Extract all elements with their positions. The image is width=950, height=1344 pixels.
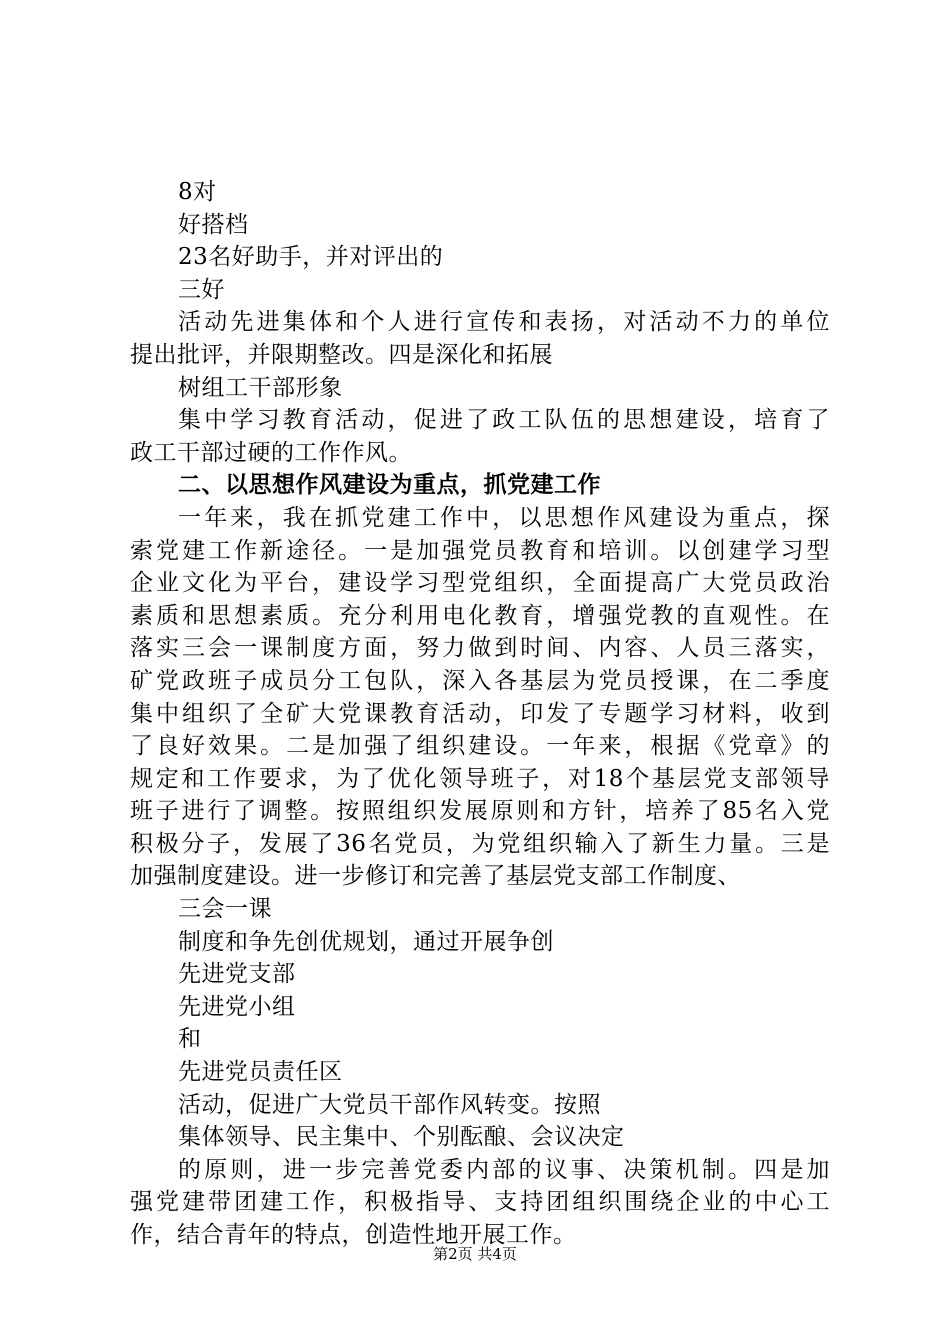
text-line: 三好 [178, 276, 225, 303]
section-heading: 二、以思想作风建设为重点，抓党建工作 [178, 472, 601, 499]
text-line: 集中学习教育活动，促进了政工队伍的思想建设，培育了 [178, 407, 830, 434]
document-body [130, 176, 830, 1252]
text-line: 加强制度建设。进一步修订和完善了基层党支部工作制度、 [130, 863, 741, 890]
text-line: 积极分子，发展了36名党员，为党组织输入了新生力量。三是 [130, 830, 830, 857]
text-line: 了良好效果。二是加强了组织建设。一年来，根据《党章》的 [130, 733, 830, 760]
text-line: 集中组织了全矿大党课教育活动，印发了专题学习材料，收到 [130, 700, 830, 727]
text-line: 制度和争先创优规划，通过开展争创 [178, 928, 554, 955]
text-line: 素质和思想素质。充分利用电化教育，增强党教的直观性。在 [130, 602, 830, 629]
text-line: 作，结合青年的特点，创造性地开展工作。 [130, 1222, 577, 1248]
text-line: 落实三会一课制度方面，努力做到时间、内容、人员三落实， [130, 635, 830, 662]
text-line: 23名好助手，并对评出的 [178, 244, 444, 271]
text-line: 8对 [178, 179, 217, 205]
text-line: 集体领导、民主集中、个别酝酿、会议决定 [178, 1124, 625, 1151]
text-line: 活动先进集体和个人进行宣传和表扬，对活动不力的单位 [178, 309, 830, 336]
text-line: 先进党员责任区 [178, 1059, 343, 1086]
text-line: 的原则，进一步完善党委内部的议事、决策机制。四是加 [178, 1156, 830, 1183]
text-line: 企业文化为平台，建设学习型党组织，全面提高广大党员政治 [130, 570, 830, 597]
text-line: 强党建带团建工作，积极指导、支持团组织围绕企业的中心工 [130, 1189, 830, 1216]
page-number-footer: 第2页 共4页 [433, 1245, 517, 1263]
text-line: 先进党支部 [178, 961, 296, 988]
text-line: 班子进行了调整。按照组织发展原则和方针，培养了85名入党 [130, 798, 830, 825]
text-line: 活动，促进广大党员干部作风转变。按照 [178, 1091, 601, 1118]
text-line: 规定和工作要求，为了优化领导班子，对18个基层党支部领导 [130, 765, 830, 792]
text-line: 好搭档 [178, 211, 249, 238]
text-line: 三会一课 [178, 896, 272, 923]
text-line: 索党建工作新途径。一是加强党员教育和培训。以创建学习型 [130, 537, 830, 564]
text-line: 矿党政班子成员分工包队，深入各基层为党员授课，在二季度 [130, 667, 830, 694]
text-line: 政工干部过硬的工作作风。 [130, 439, 412, 466]
text-line: 树组工干部形象 [178, 374, 343, 401]
text-line: 提出批评，并限期整改。四是深化和拓展 [130, 341, 553, 368]
text-line: 和 [178, 1026, 202, 1053]
text-line: 一年来，我在抓党建工作中，以思想作风建设为重点，探 [178, 504, 830, 531]
text-line: 先进党小组 [178, 993, 296, 1020]
